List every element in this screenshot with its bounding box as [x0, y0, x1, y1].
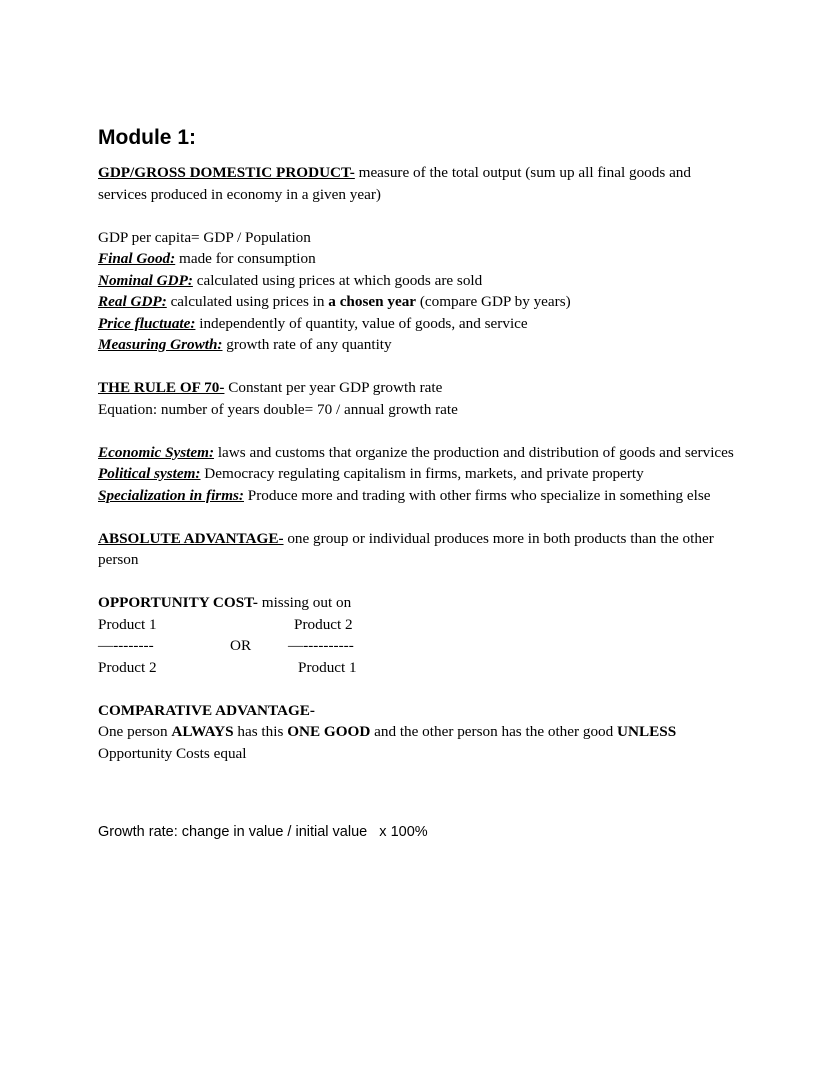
- definition-text: independently of quantity, value of goods, and service: [195, 314, 528, 332]
- fraction-right-denominator: Product 1: [298, 658, 357, 676]
- definition-term: Real GDP:: [98, 293, 167, 310]
- definition-nominal-gdp: [98, 270, 738, 292]
- comparative-advantage-term: COMPARATIVE ADVANTAGE-: [98, 701, 315, 719]
- fraction-or: OR: [230, 637, 252, 654]
- absolute-advantage-text: one group or individual produces more in both products than the other person: [98, 529, 714, 568]
- page-title: Module 1:: [98, 126, 196, 149]
- growth-rate-formula: Growth rate: change in value / initial value x 100%: [98, 824, 428, 840]
- definition-text: calculated using prices at which goods are sold: [192, 271, 483, 289]
- absolute-advantage: [98, 528, 738, 571]
- opportunity-cost-fractions: [98, 614, 738, 679]
- definition-text: calculated using prices in: [166, 293, 329, 310]
- rule-of-70: [98, 377, 738, 399]
- fraction-right-numerator: Product 2: [294, 615, 353, 633]
- definition-text: laws and customs that organize the production and distribution of goods and services: [214, 443, 734, 461]
- rule-of-70-term: THE RULE OF 70-: [98, 379, 225, 396]
- definition-term: Price fluctuate:: [98, 314, 196, 332]
- text-emphasis: ALWAYS: [171, 723, 234, 740]
- rule-of-70-equation: Equation: number of years double= 70 / annual growth rate: [98, 400, 458, 418]
- fraction-left-denominator: Product 2: [98, 658, 157, 676]
- fraction-left-numerator: Product 1: [98, 615, 157, 633]
- definition-text: Democracy regulating capitalism in firms, markets, and private property: [200, 465, 644, 482]
- definition-emphasis: a chosen year: [328, 293, 417, 310]
- economic-system: [98, 442, 738, 464]
- opportunity-cost: [98, 592, 738, 614]
- fraction-right-line: —----------: [288, 637, 354, 654]
- opportunity-cost-term: OPPORTUNITY COST-: [98, 594, 258, 611]
- text-emphasis: ONE GOOD: [287, 723, 371, 740]
- definition-text: made for consumption: [175, 250, 316, 267]
- definition-term: Economic System:: [98, 443, 215, 461]
- text-run: Opportunity Costs equal: [98, 744, 247, 762]
- political-system: [98, 463, 738, 485]
- fraction-left-line: —--------: [98, 637, 154, 654]
- definition-term: Political system:: [98, 465, 201, 482]
- definition-term: Final Good:: [98, 250, 176, 267]
- definition-term: Measuring Growth:: [98, 336, 223, 353]
- text-run: and the other person has the other good: [370, 723, 618, 740]
- definition-text: (compare GDP by years): [416, 293, 571, 310]
- definition-text: growth rate of any quantity: [222, 336, 392, 353]
- definition-text: Produce more and trading with other firms who specialize in something else: [244, 486, 711, 504]
- rule-of-70-text: Constant per year GDP growth rate: [224, 379, 443, 396]
- gdp-definition: [98, 162, 738, 205]
- definition-price-fluctuate: [98, 313, 738, 335]
- definition-measuring-growth: [98, 334, 738, 356]
- text-run: has this: [233, 723, 288, 740]
- absolute-advantage-term: ABSOLUTE ADVANTAGE-: [98, 529, 284, 547]
- document-page: [98, 126, 738, 842]
- definition-final-good: [98, 248, 738, 270]
- gdp-per-capita: GDP per capita= GDP / Population: [98, 228, 311, 246]
- definition-real-gdp: [98, 291, 738, 313]
- definition-term: Nominal GDP:: [98, 271, 193, 289]
- comparative-advantage-text: [98, 721, 738, 764]
- specialization-in-firms: [98, 485, 738, 507]
- opportunity-cost-text: missing out on: [257, 594, 352, 611]
- gdp-term: GDP/GROSS DOMESTIC PRODUCT-: [98, 164, 355, 181]
- definition-term: Specialization in firms:: [98, 486, 244, 504]
- text-run: One person: [98, 723, 172, 740]
- gdp-text: measure of the total output (sum up all final goods and services produced in economy in a given year): [98, 164, 691, 203]
- text-emphasis: UNLESS: [617, 723, 677, 740]
